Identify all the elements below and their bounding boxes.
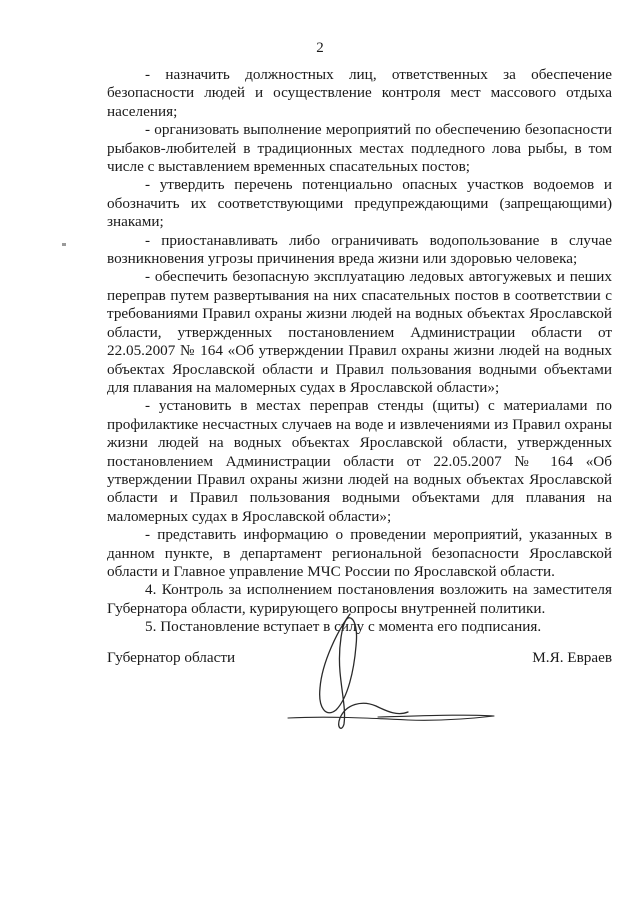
signatory-name: М.Я. Евраев — [532, 649, 612, 666]
page-number: 2 — [316, 40, 324, 56]
signature-stroke-underline — [288, 715, 494, 720]
paragraph-entry-into-force: 5. Постановление вступает в силу с момента его подписания. — [145, 618, 542, 636]
paragraph-approve-list: - утвердить перечень потенциально опасных участков водоемов и обозначить их соответствующими предупреждающими (запрещающими) знаками; — [107, 176, 612, 231]
paragraph-suspend-water-use: - приостанавливать либо ограничивать водопользование в случае возникновения угрозы причинения вреда жизни или здоровью человека; — [107, 231, 612, 268]
margin-speck — [62, 243, 66, 246]
paragraph-submit-information: - представить информацию о проведении мероприятий, указанных в данном пункте, в департамент региональной безопасности Ярославской области и Главное управление МЧС России по Ярославской области. — [107, 526, 612, 580]
signature-stroke-main — [320, 614, 408, 728]
paragraph-install-stands: - установить в местах переправ стенды (щиты) с материалами по профилактике несчастных случаев на воде и извлечениями из Правил охраны жизни людей на водных объектах Ярославской области, утвержденных постановлением Администрации области от 22.05.2007 № 164 «Об утверждении Правил охраны жизни людей на водных объектах Ярославской области и Правил пользования водными объектами для плавания на маломерных судах в Ярославской области»; — [107, 397, 612, 525]
paragraph-control: 4. Контроль за исполнением постановления возложить на заместителя Губернатора области, курирующего вопросы внутренней политики. — [107, 581, 612, 617]
paragraph-ice-crossings: - обеспечить безопасную эксплуатацию ледовых автогужевых и пеших переправ путем развертывания на них спасательных постов в соответствии с требованиями Правил охраны жизни людей на водных объектах Ярославской области, утвержденных постановлением Администрации области от 22.05.2007 № 164 «Об утверждении Правил охраны жизни людей на водных объектах Ярославской области и Правил пользования водными объектами для плавания на маломерных судах в Ярославской области»; — [107, 268, 612, 396]
handwritten-signature — [258, 600, 508, 740]
paragraph-organize-measures: - организовать выполнение мероприятий по обеспечению безопасности рыбаков-любителей в традиционных местах подледного лова рыбы, в том числе с выставлением временных спасательных постов; — [107, 121, 612, 176]
paragraph-assign-officials: - назначить должностных лиц, ответственных за обеспечение безопасности людей и осуществление контроля мест массового отдыха населения; — [107, 66, 612, 120]
signatory-title: Губернатор области — [107, 649, 236, 666]
document-body — [107, 66, 612, 637]
